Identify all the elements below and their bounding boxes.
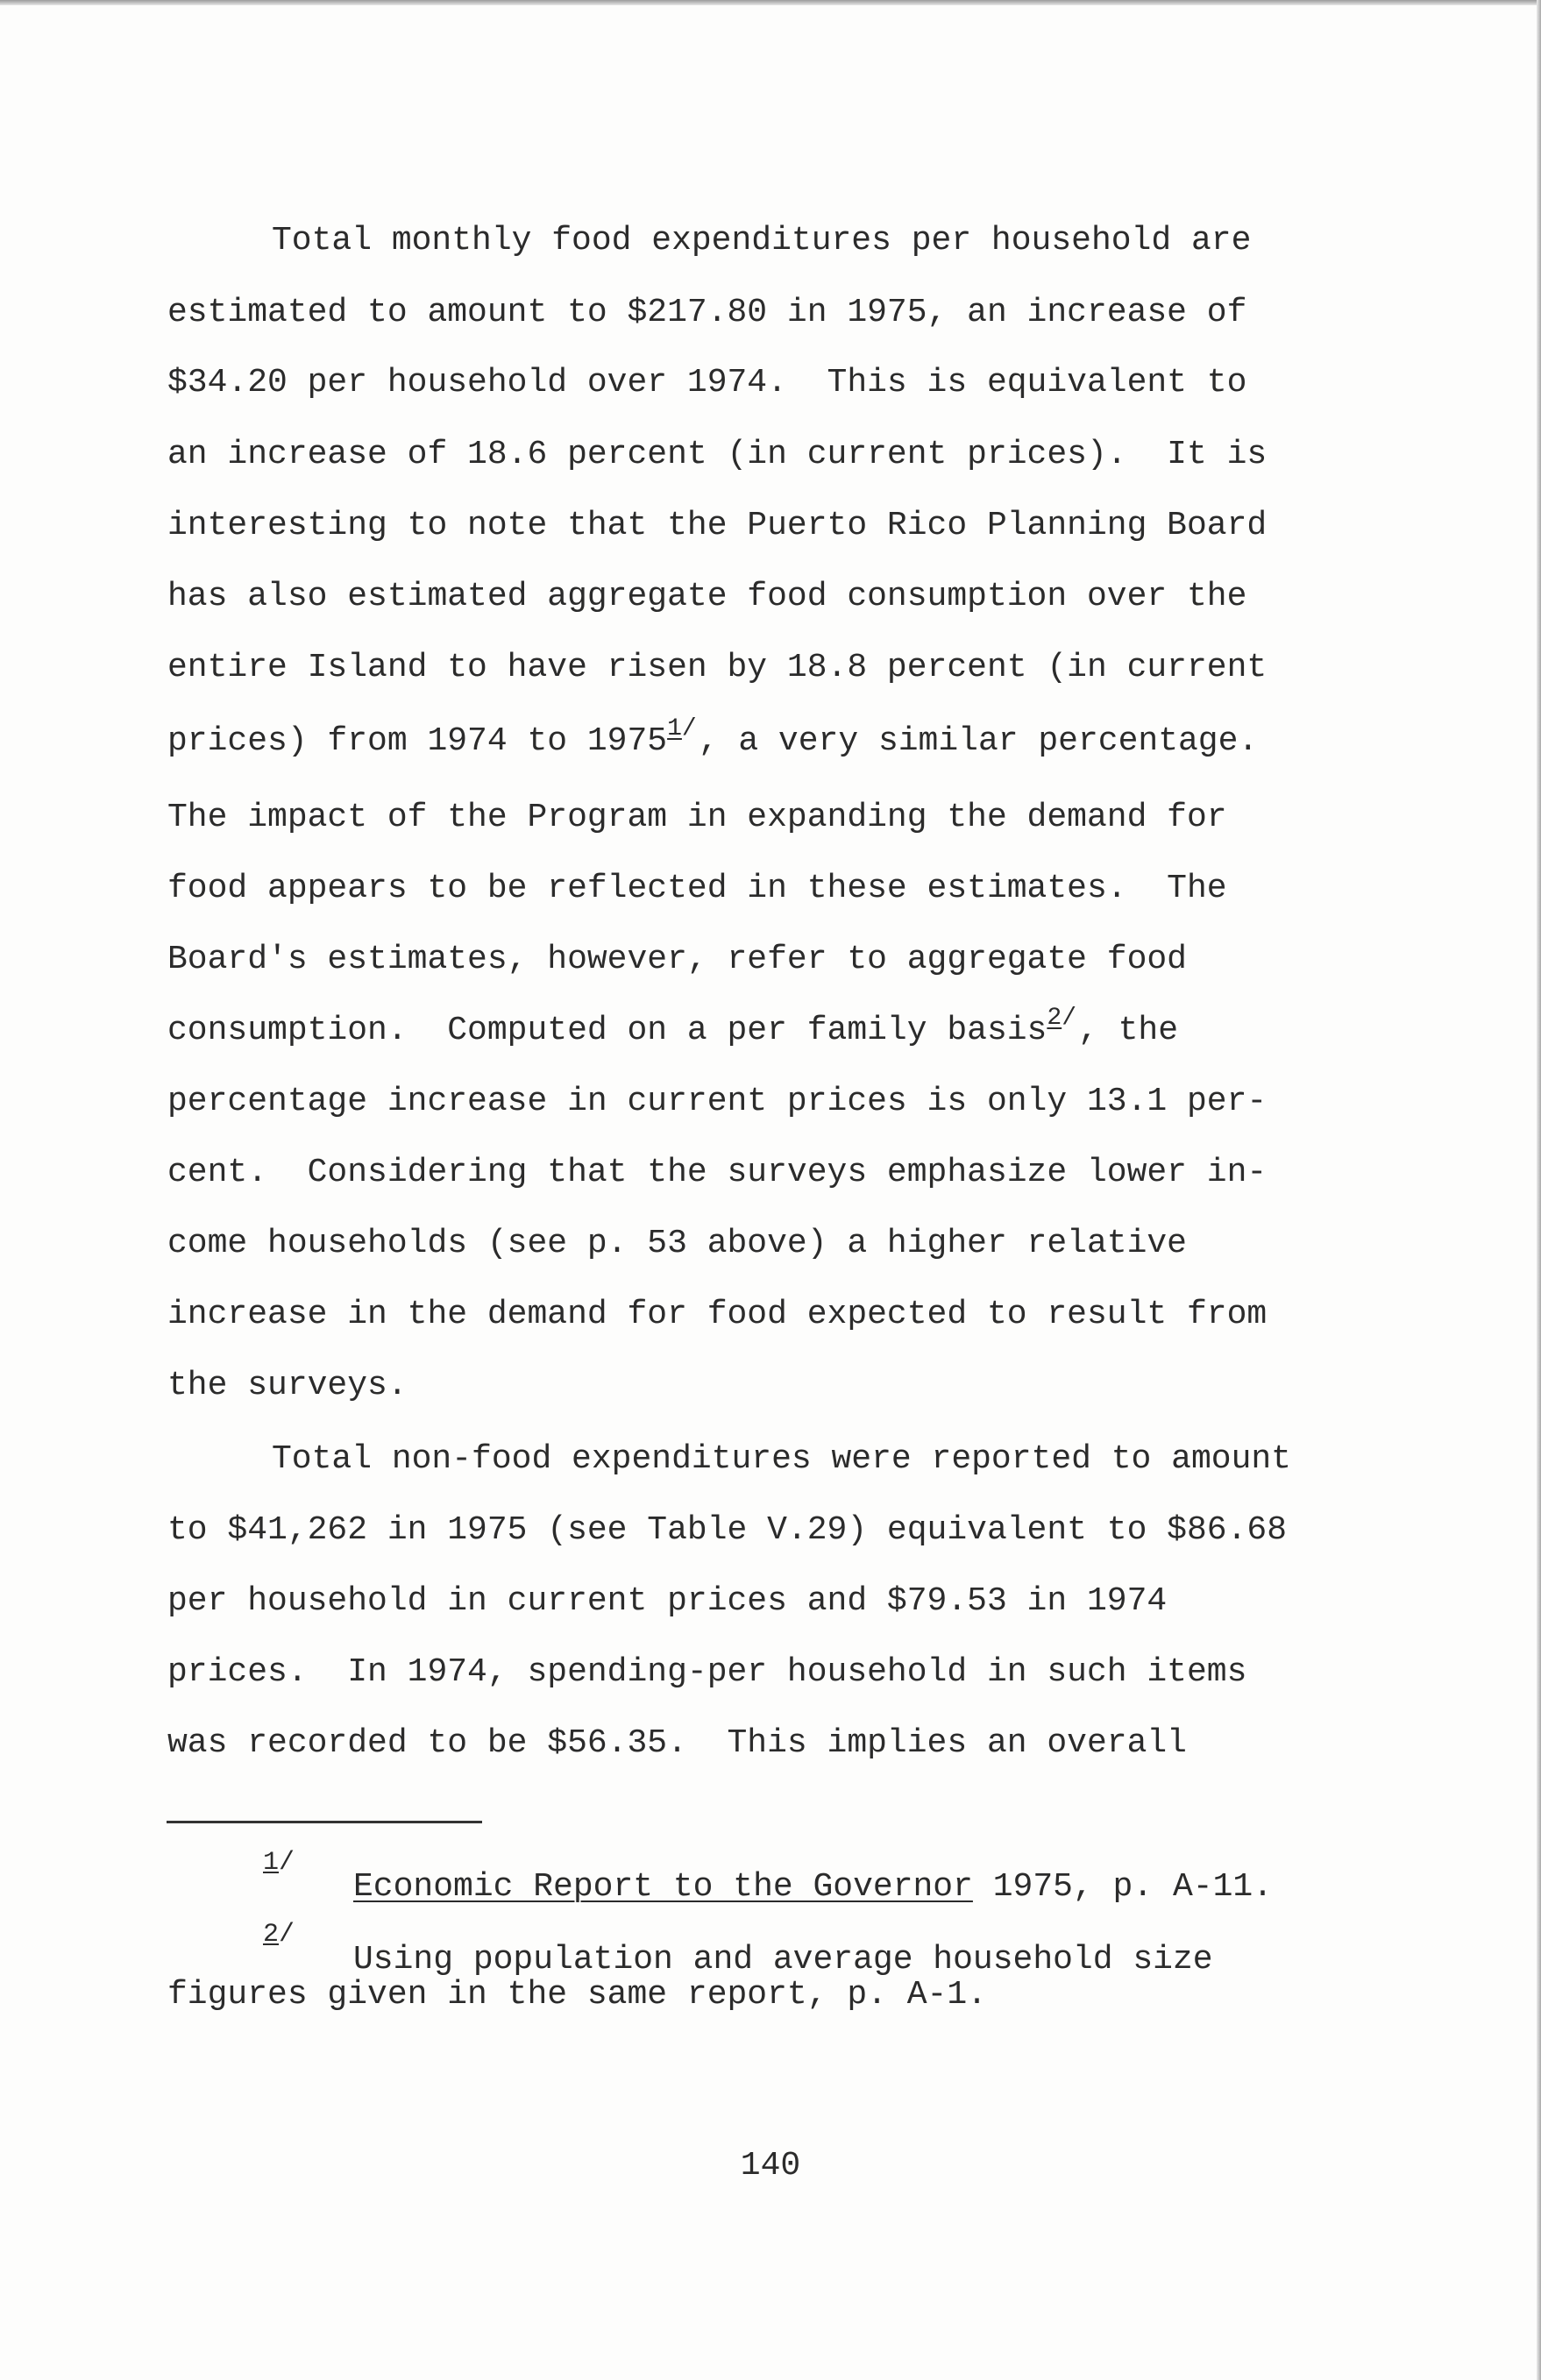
footnote-marker [263, 1922, 295, 1948]
footnote-separator [167, 1821, 482, 1823]
text-line: cent. Considering that the surveys emphasize lower in- [167, 1154, 1268, 1191]
text-segment: prices) from 1974 to 1975 [167, 722, 668, 760]
text-line: The impact of the Program in expanding the demand for [167, 799, 1227, 836]
footnote-reference-1 [667, 717, 697, 742]
text-line: percentage increase in current prices is only 13.1 per- [167, 1083, 1268, 1120]
text-line: come households (see p. 53 above) a higher relative [167, 1225, 1187, 1262]
text-line-with-footnote-ref [167, 715, 1259, 760]
text-line: increase in the demand for food expected to result from [167, 1296, 1268, 1333]
footnote-reference-number: 2 [1047, 1005, 1062, 1032]
text-segment: consumption. Computed on a per family basis [167, 1012, 1047, 1049]
footnote-marker-number: 1 [263, 1848, 280, 1878]
text-line: to $41,262 in 1975 (see Table V.29) equivalent to $86.68 [167, 1511, 1288, 1549]
footnote-text: figures given in the same report, p. A-1. [167, 1976, 987, 2014]
text-line: an increase of 18.6 percent (in current prices). It is [167, 436, 1268, 473]
footnote-source-detail: 1975, p. A-11. [972, 1868, 1273, 1906]
footnote-reference-2 [1047, 1006, 1076, 1031]
text-line: was recorded to be $56.35. This implies an overall [167, 1724, 1187, 1762]
footnote-marker-slash: / [279, 1848, 295, 1878]
text-line: interesting to note that the Puerto Rico Planning Board [167, 507, 1268, 544]
text-segment: , a very similar percentage. [698, 722, 1259, 760]
text-line: $34.20 per household over 1974. This is equivalent to [167, 364, 1247, 401]
text-line: food appears to be reflected in these estimates. The [167, 870, 1227, 907]
text-line: the surveys. [167, 1367, 408, 1404]
footnote-text [353, 1868, 1273, 1906]
footnote-reference-number: 1 [667, 715, 682, 742]
text-line: entire Island to have risen by 18.8 percent (in current [167, 649, 1268, 686]
scan-edge-right [1537, 0, 1541, 2380]
text-line: prices. In 1974, spending-per household in such items [167, 1653, 1247, 1691]
text-line: Board's estimates, however, refer to aggregate food [167, 941, 1187, 978]
footnote-source-title: Economic Report to the Governor [353, 1868, 973, 1906]
text-line: Total monthly food expenditures per household are [272, 222, 1252, 259]
footnote-marker-number: 2 [263, 1920, 280, 1950]
text-line: estimated to amount to $217.80 in 1975, an increase of [167, 294, 1247, 331]
scan-edge-top [0, 0, 1541, 5]
footnote-marker-slash: / [279, 1920, 295, 1950]
footnote-reference-slash: / [681, 715, 697, 742]
footnote-reference-slash: / [1062, 1005, 1076, 1032]
text-line: Total non-food expenditures were reported to amount [272, 1440, 1291, 1478]
footnote-text: Using population and average household size [353, 1941, 1213, 1979]
text-line-with-footnote-ref [167, 1005, 1179, 1049]
page-number: 140 [740, 2147, 801, 2185]
footnote-marker [263, 1850, 295, 1876]
text-segment: , the [1078, 1012, 1179, 1049]
text-line: has also estimated aggregate food consumption over the [167, 578, 1247, 615]
text-line: per household in current prices and $79.53 in 1974 [167, 1582, 1168, 1620]
